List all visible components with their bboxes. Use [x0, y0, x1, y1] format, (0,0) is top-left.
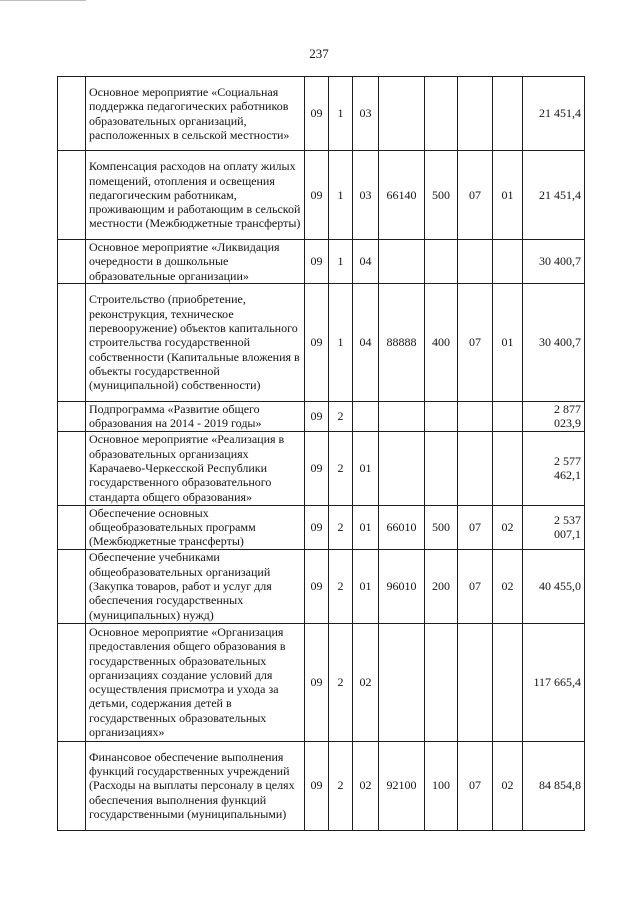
- row-description: Основное мероприятие «Ликвидация очередности в дошкольные образовательные организации»: [86, 240, 305, 284]
- expense-type-code: 500: [425, 151, 458, 240]
- event-code: 03: [353, 151, 379, 240]
- event-code: 02: [353, 623, 379, 741]
- row-description: Обеспечение учебниками общеобразовательных организаций (Закупка товаров, работ и услуг для обеспечения государственных (муниципальных) нужд): [86, 549, 305, 623]
- page-number: 237: [309, 46, 329, 61]
- table-row: [58, 505, 585, 549]
- amount: 84 854,8: [523, 741, 585, 830]
- expense-type-code: [425, 77, 458, 151]
- table-row: [58, 549, 585, 623]
- event-code: 01: [353, 549, 379, 623]
- subsection-code: [493, 77, 523, 151]
- expense-type-code: 100: [425, 741, 458, 830]
- direction-code: 66010: [379, 505, 425, 549]
- budget-table: [57, 76, 585, 831]
- ministry-code: 09: [305, 77, 329, 151]
- row-description: Финансовое обеспечение выполнения функций государственных учреждений (Расходы на выплаты персоналу в целях обеспечения выполнения функций государственными (муниципальными): [86, 741, 305, 830]
- row-index-cell: [58, 284, 86, 402]
- table-row: [58, 431, 585, 505]
- subsection-code: 02: [493, 741, 523, 830]
- program-code: 2: [329, 431, 353, 505]
- direction-code: [379, 77, 425, 151]
- table-row: [58, 741, 585, 830]
- subsection-code: 01: [493, 151, 523, 240]
- expense-type-code: [425, 431, 458, 505]
- program-code: 1: [329, 151, 353, 240]
- ministry-code: 09: [305, 284, 329, 402]
- amount: 40 455,0: [523, 549, 585, 623]
- row-description: Основное мероприятие «Социальная поддержка педагогических работников образовательных организаций, расположенных в сельской местности»: [86, 77, 305, 151]
- ministry-code: 09: [305, 741, 329, 830]
- program-code: 2: [329, 402, 353, 432]
- row-description: Компенсация расходов на оплату жилых помещений, отопления и освещения педагогическим работникам, проживающим и работающим в сельской местности (Межбюджетные трансферты): [86, 151, 305, 240]
- table-row: [58, 402, 585, 432]
- expense-type-code: [425, 623, 458, 741]
- amount: 2 577 462,1: [523, 431, 585, 505]
- table-row: [58, 623, 585, 741]
- ministry-code: 09: [305, 505, 329, 549]
- program-code: 2: [329, 741, 353, 830]
- program-code: 1: [329, 284, 353, 402]
- direction-code: 92100: [379, 741, 425, 830]
- row-description: Строительство (приобретение, реконструкция, техническое перевооружение) объектов капитального строительства государственной собственности (Капитальные вложения в объекты государственной (муниципальной) собственности): [86, 284, 305, 402]
- section-code: 07: [458, 284, 493, 402]
- section-code: [458, 623, 493, 741]
- amount: 21 451,4: [523, 151, 585, 240]
- subsection-code: 02: [493, 505, 523, 549]
- row-index-cell: [58, 741, 86, 830]
- row-index-cell: [58, 505, 86, 549]
- amount: 21 451,4: [523, 77, 585, 151]
- row-description: Подпрограмма «Развитие общего образования на 2014 - 2019 годы»: [86, 402, 305, 432]
- subsection-code: [493, 402, 523, 432]
- amount: 30 400,7: [523, 284, 585, 402]
- row-index-cell: [58, 240, 86, 284]
- event-code: 01: [353, 505, 379, 549]
- section-code: [458, 77, 493, 151]
- direction-code: [379, 240, 425, 284]
- subsection-code: 02: [493, 549, 523, 623]
- row-index-cell: [58, 402, 86, 432]
- event-code: [353, 402, 379, 432]
- event-code: 02: [353, 741, 379, 830]
- direction-code: 66140: [379, 151, 425, 240]
- event-code: 01: [353, 431, 379, 505]
- ministry-code: 09: [305, 151, 329, 240]
- section-code: [458, 431, 493, 505]
- section-code: 07: [458, 549, 493, 623]
- amount: 2 537 007,1: [523, 505, 585, 549]
- expense-type-code: [425, 402, 458, 432]
- section-code: [458, 402, 493, 432]
- section-code: 07: [458, 505, 493, 549]
- ministry-code: 09: [305, 402, 329, 432]
- subsection-code: [493, 623, 523, 741]
- program-code: 2: [329, 623, 353, 741]
- row-description: Основное мероприятие «Реализация в образовательных организациях Карачаево-Черкесской Республики государственного образовательного стандарта общего образования»: [86, 431, 305, 505]
- amount: 117 665,4: [523, 623, 585, 741]
- direction-code: 96010: [379, 549, 425, 623]
- subsection-code: 01: [493, 284, 523, 402]
- direction-code: [379, 431, 425, 505]
- row-description: Обеспечение основных общеобразовательных программ (Межбюджетные трансферты): [86, 505, 305, 549]
- program-code: 2: [329, 549, 353, 623]
- row-index-cell: [58, 549, 86, 623]
- subsection-code: [493, 240, 523, 284]
- expense-type-code: 500: [425, 505, 458, 549]
- expense-type-code: 400: [425, 284, 458, 402]
- scan-edge-mark: [0, 0, 86, 5]
- section-code: 07: [458, 151, 493, 240]
- ministry-code: 09: [305, 431, 329, 505]
- amount: 30 400,7: [523, 240, 585, 284]
- event-code: 04: [353, 284, 379, 402]
- ministry-code: 09: [305, 549, 329, 623]
- direction-code: 88888: [379, 284, 425, 402]
- table-row: [58, 77, 585, 151]
- section-code: 07: [458, 741, 493, 830]
- row-index-cell: [58, 151, 86, 240]
- expense-type-code: 200: [425, 549, 458, 623]
- direction-code: [379, 623, 425, 741]
- program-code: 1: [329, 77, 353, 151]
- program-code: 1: [329, 240, 353, 284]
- event-code: 03: [353, 77, 379, 151]
- expense-type-code: [425, 240, 458, 284]
- subsection-code: [493, 431, 523, 505]
- table-row: [58, 284, 585, 402]
- table-row: [58, 151, 585, 240]
- section-code: [458, 240, 493, 284]
- row-description: Основное мероприятие «Организация предоставления общего образования в государственных образовательных организациях создание условий для осуществления присмотра и ухода за детьми, содержания детей в государственных образовательных организациях»: [86, 623, 305, 741]
- table-row: [58, 240, 585, 284]
- row-index-cell: [58, 77, 86, 151]
- row-index-cell: [58, 431, 86, 505]
- ministry-code: 09: [305, 623, 329, 741]
- program-code: 2: [329, 505, 353, 549]
- ministry-code: 09: [305, 240, 329, 284]
- amount: 2 877 023,9: [523, 402, 585, 432]
- direction-code: [379, 402, 425, 432]
- event-code: 04: [353, 240, 379, 284]
- row-index-cell: [58, 623, 86, 741]
